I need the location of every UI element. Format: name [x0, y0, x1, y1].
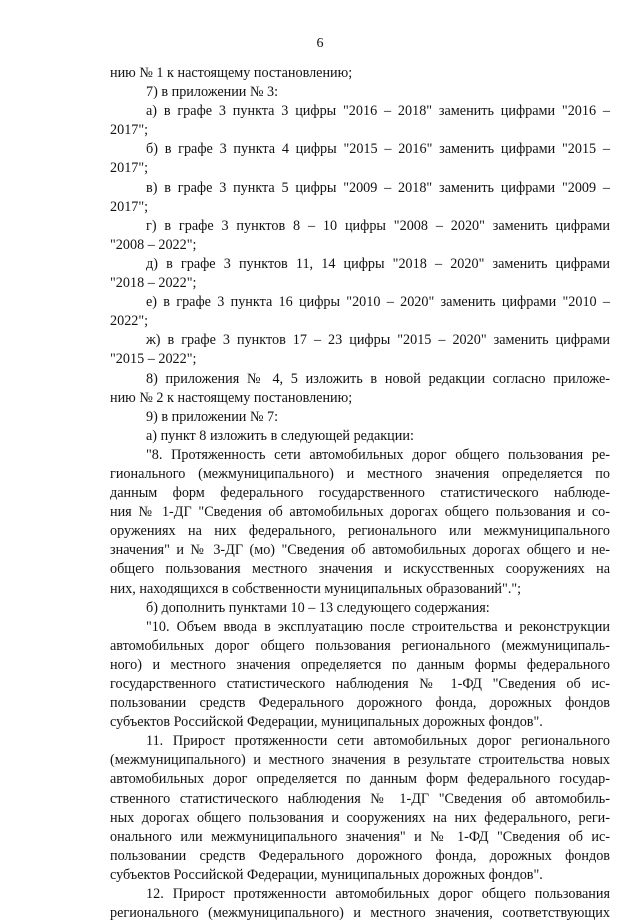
text-line: них, находящихся в собственности муниципальных образований".";: [110, 580, 522, 597]
text-line: в) в графе 3 пункта 5 цифры "2009 – 2018" заменить цифрами "2009 –: [146, 179, 610, 196]
text-line: нию № 1 к настоящему постановлению;: [110, 65, 353, 81]
text-line: б) в графе 3 пункта 4 цифры "2015 – 2016" заменить цифрами "2015 –: [146, 141, 610, 158]
text-line: 8) приложения № 4, 5 изложить в новой редакции согласно приложе-: [146, 370, 610, 387]
text-line: автомобильных дорог определяется по данным форм федерального государ-: [110, 771, 610, 788]
text-line: общего пользования местного значения и искусственных сооружениях на: [110, 561, 610, 578]
text-line: пользовании средств Федерального дорожного фонда, дорожных фондов: [110, 695, 610, 712]
text-line: данным форм федерального государственного статистического наблюде-: [110, 485, 610, 502]
text-line: 12. Прирост протяженности автомобильных дорог общего пользования: [146, 886, 610, 903]
text-line: 7) в приложении № 3:: [146, 84, 279, 101]
text-line: автомобильных дорог общего пользования регионального (межмуниципаль-: [110, 637, 610, 654]
text-line: г) в графе 3 пунктов 8 – 10 цифры "2008 – 2020" заменить цифрами: [146, 217, 610, 234]
text-line: регионального (межмуниципального) и местного значения, соответствующих: [110, 905, 610, 922]
text-line: а) в графе 3 пункта 3 цифры "2016 – 2018" заменить цифрами "2016 –: [146, 103, 610, 120]
text-line: государственного статистического наблюдения № 1-ФД "Сведения об ис-: [110, 676, 610, 692]
text-line: 2022";: [110, 313, 149, 330]
text-line: д) в графе 3 пунктов 11, 14 цифры "2018 – 2020" заменить цифрами: [146, 255, 610, 272]
text-line: б) дополнить пунктами 10 – 13 следующего содержания:: [146, 599, 490, 616]
text-line: а) пункт 8 изложить в следующей редакции:: [146, 427, 414, 444]
text-line: "10. Объем ввода в эксплуатацию после строительства и реконструкции: [146, 618, 610, 635]
text-line: 2017";: [110, 160, 149, 177]
text-line: "2018 – 2022";: [110, 275, 197, 292]
text-line: оружениях на них федерального, регионального или межмуниципального: [110, 523, 610, 540]
text-line: "8. Протяженность сети автомобильных дорог общего пользования ре-: [146, 446, 610, 463]
text-line: нию № 2 к настоящему постановлению;: [110, 389, 353, 406]
text-line: 2017";: [110, 198, 149, 215]
text-line: ственного статистического наблюдения № 1-ДГ "Сведения об автомобиль-: [110, 790, 610, 807]
document-body: [110, 64, 610, 923]
text-line: 9) в приложении № 7:: [146, 408, 279, 425]
text-line: ния № 1-ДГ "Сведения об автомобильных дорогах общего пользования и со-: [110, 504, 610, 521]
text-line: гионального (межмуниципального) и местного значения определяется по: [110, 465, 610, 482]
text-line: "2015 – 2022";: [110, 351, 197, 368]
text-line: е) в графе 3 пункта 16 цифры "2010 – 2020" заменить цифрами "2010 –: [146, 294, 610, 311]
text-line: онального или межмуниципального значения" и № 1-ФД "Сведения об ис-: [110, 828, 610, 845]
text-line: ного) и местного значения определяется по данным формы федерального: [110, 656, 610, 673]
text-line: ных дорогах общего пользования и сооружениях на них федерального, реги-: [110, 809, 610, 826]
text-line: "2008 – 2022";: [110, 236, 197, 253]
page-number: 6: [316, 36, 324, 51]
text-line: ж) в графе 3 пунктов 17 – 23 цифры "2015 – 2020" заменить цифрами: [146, 332, 610, 349]
text-line: субъектов Российской Федерации, муниципальных дорожных фондов".: [110, 866, 543, 883]
text-line: пользовании средств Федерального дорожного фонда, дорожных фондов: [110, 847, 610, 864]
text-line: значения" и № 3-ДГ (мо) "Сведения об автомобильных дорогах общего и не-: [110, 542, 610, 559]
text-line: субъектов Российской Федерации, муниципальных дорожных фондов".: [110, 714, 543, 731]
text-line: 11. Прирост протяженности сети автомобильных дорог регионального: [146, 733, 610, 750]
text-line: (межмуниципального) и местного значения в результате строительства новых: [110, 752, 610, 769]
text-line: 2017";: [110, 122, 149, 139]
